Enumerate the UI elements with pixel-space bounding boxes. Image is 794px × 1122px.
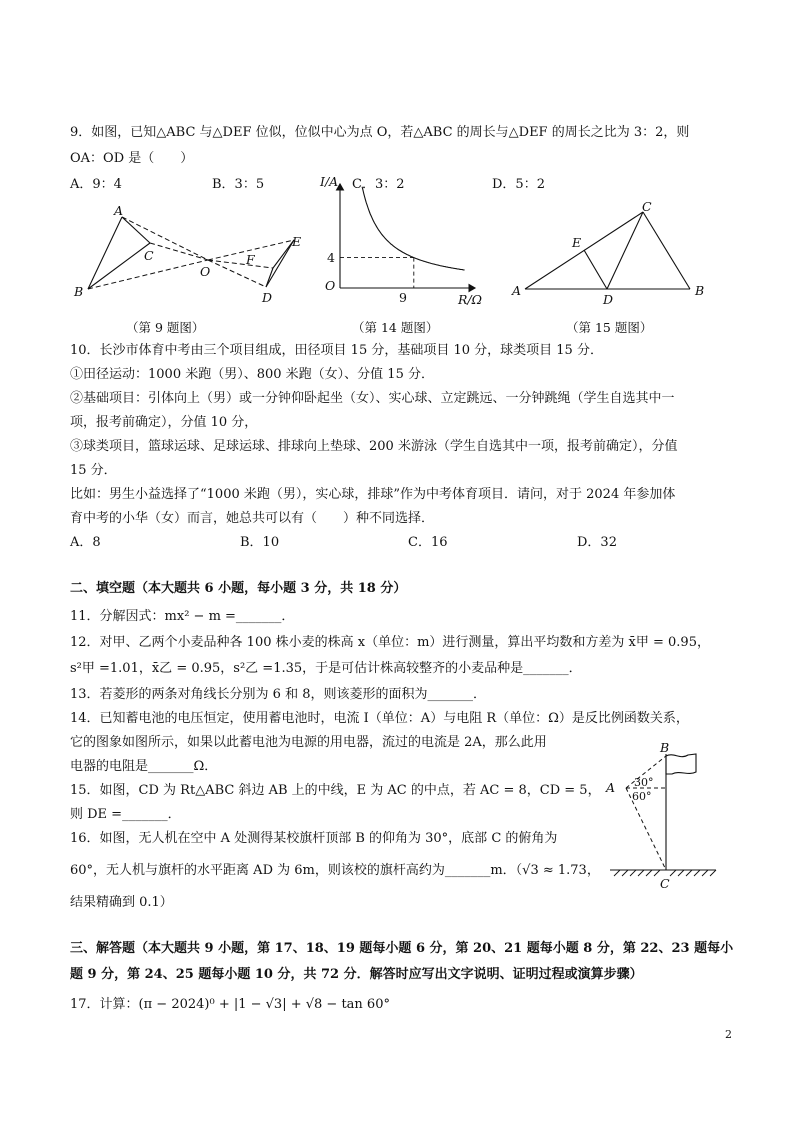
q9-line-2: OA：OD 是（ ） [70, 151, 194, 166]
fig9-label-c: C [144, 248, 154, 263]
fig16-label-b: B [660, 742, 670, 755]
fig15-edge-ed [584, 250, 607, 289]
figure-9-similar-triangles [70, 198, 320, 310]
fig9-edge-ac [122, 217, 150, 243]
fig16-flag [666, 754, 696, 774]
fig9-label-b: B [74, 284, 84, 299]
q10-line-3: ②基础项目：引体向上（男）或一分钟仰卧起坐（女）、实心球、立定跳远、一分钟跳绳（学生自选其中一 [70, 391, 675, 406]
q10-option-c: C．16 [408, 535, 448, 550]
fig9-edge-ef [273, 240, 294, 268]
q15-line-1: 15．如图，CD 为 Rt△ABC 斜边 AB 上的中线，E 为 AC 的中点，若 AC = 8，CD = 5， [70, 783, 601, 798]
q15-line-2: 则 DE =_______． [70, 807, 181, 822]
fig15-label-c: C [642, 199, 652, 214]
q10-option-b: B．10 [240, 535, 280, 550]
fig14-origin-label: O [325, 278, 336, 293]
section-3-title-line-1: 三、解答题（本大题共 9 小题，第 17、18、19 题每小题 6 分，第 20、21 题每小题 8 分，第 22、23 题每小 [70, 941, 734, 956]
fig9-edge-bc [88, 243, 150, 289]
fig9-label-o: O [200, 264, 211, 279]
fig9-edge-ed [266, 240, 294, 287]
figure-15-right-triangle [508, 198, 708, 308]
fig14-y-tick: 4 [327, 250, 335, 265]
q9-option-d: D．5：2 [492, 177, 545, 192]
q14-line-2: 它的图象如图所示，如果以此蓄电池为电源的用电器，流过的电流是 2A，那么此用 [70, 735, 547, 750]
q16-line-3: 结果精确到 0.1） [70, 895, 173, 910]
q14-line-3: 电器的电阻是_______Ω． [70, 759, 218, 774]
q9-line-1: 9．如图，已知△ABC 与△DEF 位似，位似中心为点 O，若△ABC 的周长与△DEF 的周长之比为 3：2，则 [70, 125, 690, 140]
q10-line-7: 比如：男生小益选择了“1000 米跑（男），实心球，排球”作为中考体育项目．请问，对于 2024 年参加体 [70, 487, 676, 502]
q11: 11．分解因式：mx² − m =_______． [70, 609, 295, 624]
q12-line-2: s²甲 =1.01，x̄乙 = 0.95，s²乙 =1.35，于是可估计株高较整齐的小麦品种是_______． [70, 661, 582, 676]
q10-line-5: ③球类项目，篮球运球、足球运球、排球向上垫球、200 米游泳（学生自选其中一项，报考前确定），分值 [70, 439, 678, 454]
q9-option-c: C．3：2 [352, 177, 405, 192]
fig9-label-d: D [262, 290, 273, 305]
fig15-label-a: A [512, 283, 522, 298]
q16-line-1: 16．如图，无人机在空中 A 处测得某校旗杆顶部 B 的仰角为 30°，底部 C 的俯角为 [70, 831, 558, 846]
q10-option-d: D．32 [577, 535, 617, 550]
fig15-label-b: B [695, 283, 705, 298]
q10-line-6: 15 分． [70, 463, 117, 478]
fig15-caption: （第 15 题图） [566, 320, 653, 335]
fig9-label-a: A [114, 203, 124, 218]
page-number: 2 [725, 1028, 732, 1041]
fig9-dash-od [208, 260, 266, 287]
q13: 13．若菱形的两条对角线长分别为 6 和 8，则该菱形的面积为_______． [70, 687, 486, 702]
fig14-x-tick: 9 [399, 290, 407, 305]
fig16-angle-60: 60° [632, 790, 652, 803]
q14-line-1: 14．已知蓄电池的电压恒定，使用蓄电池时，电流 I（单位：A）与电阻 R（单位：Ω）是反比例函数关系， [70, 711, 689, 726]
q12-line-1: 12．对甲、乙两个小麦品种各 100 株小麦的株高 x（单位：m）进行测量，算出平均数和方差为 x̄甲 = 0.95， [70, 635, 710, 650]
fig9-edge-ab [88, 217, 122, 289]
fig14-y-axis-label: I/A [320, 174, 339, 189]
section-2-title: 二、填空题（本大题共 6 小题，每小题 3 分，共 18 分） [70, 581, 407, 596]
q17: 17．计算：(π − 2024)⁰ + |1 − √3| + √8 − tan 60° [70, 997, 390, 1012]
q10-line-4: 项，报考前确定），分值 10 分， [70, 415, 258, 430]
fig9-label-f: F [246, 252, 255, 267]
q16-line-2: 60°，无人机与旗杆的水平距离 AD 为 6m，则该校的旗杆高约为_______m．（√3 ≈ 1.73， [70, 863, 600, 878]
fig14-x-axis-label: R/Ω [458, 292, 482, 307]
q9-option-a: A．9：4 [70, 177, 122, 192]
fig9-caption: （第 9 题图） [126, 320, 205, 335]
q10-line-8: 育中考的小华（女）而言，她总共可以有（ ）种不同选择． [70, 511, 435, 526]
q10-line-1: 10．长沙市体育中考由三个项目组成，田径项目 15 分，基础项目 10 分，球类项目 15 分． [70, 343, 603, 358]
q9-option-b: B．3：5 [212, 177, 265, 192]
fig9-dash-co [150, 243, 208, 260]
q10-line-2: ①田径运动：1000 米跑（男）、800 米跑（女）、分值 15 分． [70, 367, 434, 382]
section-3-title-line-2: 题 9 分，第 24、25 题每小题 10 分，共 72 分．解答时应写出文字说明、证明过程或演算步骤） [70, 967, 643, 982]
fig16-angle-30: 30° [634, 776, 654, 789]
fig9-label-e: E [292, 234, 302, 249]
fig9-dash-bo [88, 260, 211, 289]
fig16-label-a: A [606, 780, 616, 795]
fig16-label-c: C [660, 876, 670, 891]
fig14-caption: （第 14 题图） [352, 320, 439, 335]
fig15-edge-cb [643, 212, 690, 289]
figure-14-inverse-curve [315, 170, 485, 310]
fig15-label-e: E [572, 235, 582, 250]
fig15-label-d: D [603, 292, 614, 307]
figure-16-flagpole [604, 742, 728, 892]
q10-option-a: A．8 [70, 535, 101, 550]
